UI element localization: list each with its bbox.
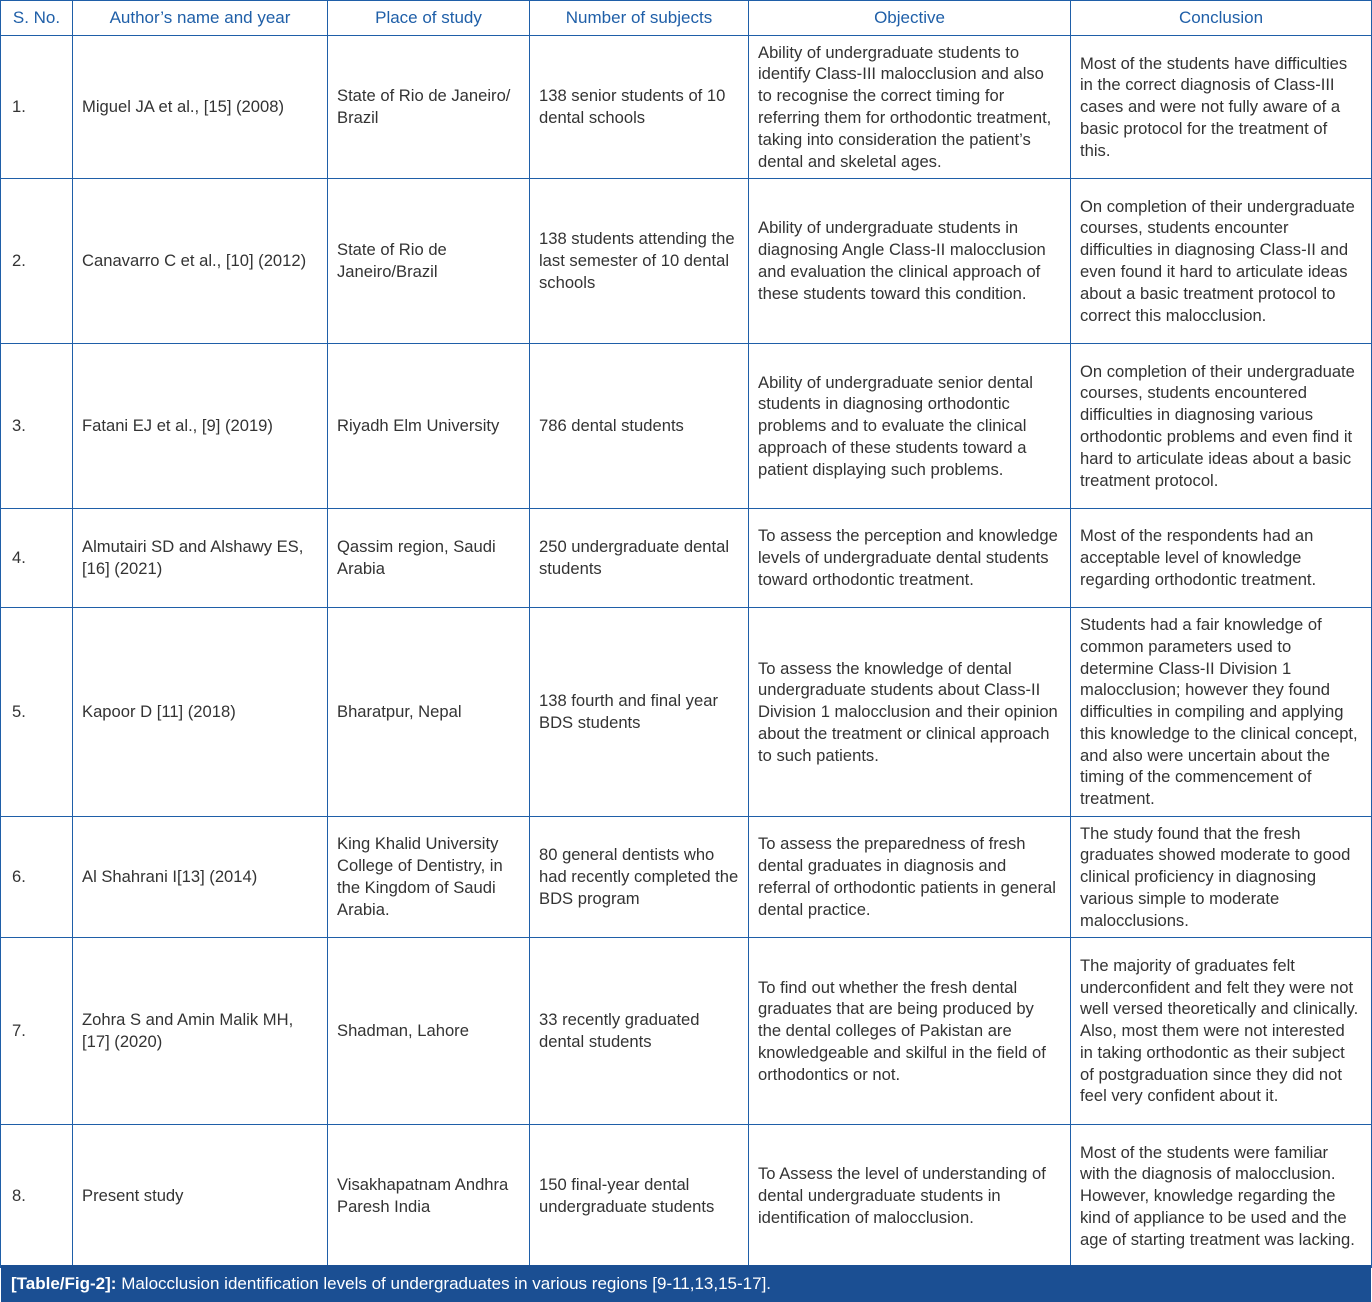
- cell-objective: Ability of undergraduate senior dental students in diagnosing orthodontic problems and to evaluate the clinical approach of these students toward a patient displaying such problems.: [749, 344, 1071, 509]
- cell-place: Qassim region, Saudi Arabia: [328, 509, 530, 608]
- cell-sno: 8.: [1, 1125, 73, 1268]
- table-row: [1, 1125, 1372, 1268]
- cell-sno: 6.: [1, 817, 73, 938]
- cell-place: Shadman, Lahore: [328, 938, 530, 1125]
- cell-objective: To assess the knowledge of dental undergraduate students about Class-II Division 1 malocclusion and their opinion about the treatment or clinical approach to such patients.: [749, 608, 1071, 817]
- cell-subjects: 80 general dentists who had recently completed the BDS program: [530, 817, 749, 938]
- table-row: [1, 179, 1372, 344]
- table-row: [1, 36, 1372, 179]
- cell-subjects: 138 senior students of 10 dental schools: [530, 36, 749, 179]
- cell-conclusion: The majority of graduates felt underconfident and felt they were not well versed theoretically and clinically. Also, most them were not interested in taking orthodontic as their subject of postgraduation since they did not feel very confident about it.: [1071, 938, 1372, 1125]
- caption-text: Malocclusion identification levels of undergraduates in various regions [9-11,13,15-17].: [121, 1274, 772, 1293]
- cell-conclusion: Students had a fair knowledge of common parameters used to determine Class-II Division 1 malocclusion; however they found difficulties in compiling and applying this knowledge to the clinical concept, and also were uncertain about the timing of the commencement of treatment.: [1071, 608, 1372, 817]
- header-sno: S. No.: [1, 1, 73, 36]
- cell-author: Miguel JA et al., [15] (2008): [73, 36, 328, 179]
- table-caption: [1, 1265, 1371, 1302]
- cell-objective: To Assess the level of understanding of dental undergraduate students in identification of malocclusion.: [749, 1125, 1071, 1268]
- cell-conclusion: Most of the respondents had an acceptable level of knowledge regarding orthodontic treatment.: [1071, 509, 1372, 608]
- header-place: Place of study: [328, 1, 530, 36]
- cell-place: State of Rio de Janeiro/ Brazil: [328, 36, 530, 179]
- cell-conclusion: On completion of their undergraduate courses, students encounter difficulties in diagnosing Class-II and even found it hard to articulate ideas about a basic treatment protocol to correct this malocclusion.: [1071, 179, 1372, 344]
- header-objective: Objective: [749, 1, 1071, 36]
- cell-subjects: 138 students attending the last semester of 10 dental schools: [530, 179, 749, 344]
- cell-subjects: 250 undergraduate dental students: [530, 509, 749, 608]
- cell-place: Bharatpur, Nepal: [328, 608, 530, 817]
- cell-subjects: 138 fourth and final year BDS students: [530, 608, 749, 817]
- cell-author: Kapoor D [11] (2018): [73, 608, 328, 817]
- cell-subjects: 150 final-year dental undergraduate students: [530, 1125, 749, 1268]
- caption-label: [Table/Fig-2]:: [11, 1274, 117, 1293]
- cell-author: Zohra S and Amin Malik MH, [17] (2020): [73, 938, 328, 1125]
- table-header-row: [1, 1, 1372, 36]
- table-row: [1, 817, 1372, 938]
- cell-author: Present study: [73, 1125, 328, 1268]
- cell-sno: 2.: [1, 179, 73, 344]
- cell-sno: 7.: [1, 938, 73, 1125]
- table-row: [1, 509, 1372, 608]
- cell-conclusion: The study found that the fresh graduates showed moderate to good clinical proficiency in diagnosing various simple to moderate malocclusions.: [1071, 817, 1372, 938]
- cell-sno: 1.: [1, 36, 73, 179]
- cell-author: Canavarro C et al., [10] (2012): [73, 179, 328, 344]
- cell-sno: 5.: [1, 608, 73, 817]
- cell-objective: To assess the perception and knowledge levels of undergraduate dental students toward orthodontic treatment.: [749, 509, 1071, 608]
- cell-conclusion: Most of the students have difficulties in the correct diagnosis of Class-III cases and were not fully aware of a basic protocol for the treatment of this.: [1071, 36, 1372, 179]
- cell-conclusion: On completion of their undergraduate courses, students encountered difficulties in diagnosing various orthodontic problems and even find it hard to articulate ideas about a basic treatment protocol.: [1071, 344, 1372, 509]
- table-row: [1, 938, 1372, 1125]
- cell-author: Almutairi SD and Alshawy ES, [16] (2021): [73, 509, 328, 608]
- cell-subjects: 33 recently graduated dental students: [530, 938, 749, 1125]
- header-conclusion: Conclusion: [1071, 1, 1372, 36]
- cell-sno: 3.: [1, 344, 73, 509]
- cell-place: King Khalid University College of Dentistry, in the Kingdom of Saudi Arabia.: [328, 817, 530, 938]
- cell-objective: Ability of undergraduate students in diagnosing Angle Class-II malocclusion and evaluation the clinical approach of these students toward this condition.: [749, 179, 1071, 344]
- header-subjects: Number of subjects: [530, 1, 749, 36]
- cell-place: Riyadh Elm University: [328, 344, 530, 509]
- table-row: [1, 344, 1372, 509]
- cell-subjects: 786 dental students: [530, 344, 749, 509]
- cell-place: Visakhapatnam Andhra Paresh India: [328, 1125, 530, 1268]
- cell-place: State of Rio de Janeiro/Brazil: [328, 179, 530, 344]
- cell-sno: 4.: [1, 509, 73, 608]
- header-author: Author’s name and year: [73, 1, 328, 36]
- cell-author: Fatani EJ et al., [9] (2019): [73, 344, 328, 509]
- cell-objective: To assess the preparedness of fresh dental graduates in diagnosis and referral of orthodontic patients in general dental practice.: [749, 817, 1071, 938]
- cell-author: Al Shahrani I[13] (2014): [73, 817, 328, 938]
- cell-conclusion: Most of the students were familiar with the diagnosis of malocclusion. However, knowledge regarding the kind of appliance to be used and the age of starting treatment was lacking.: [1071, 1125, 1372, 1268]
- table-row: [1, 608, 1372, 817]
- cell-objective: Ability of undergraduate students to identify Class-III malocclusion and also to recognise the correct timing for referring them for orthodontic treatment, taking into consideration the patient’s dental and skeletal ages.: [749, 36, 1071, 179]
- cell-objective: To find out whether the fresh dental graduates that are being produced by the dental colleges of Pakistan are knowledgeable and skilful in the field of orthodontics or not.: [749, 938, 1071, 1125]
